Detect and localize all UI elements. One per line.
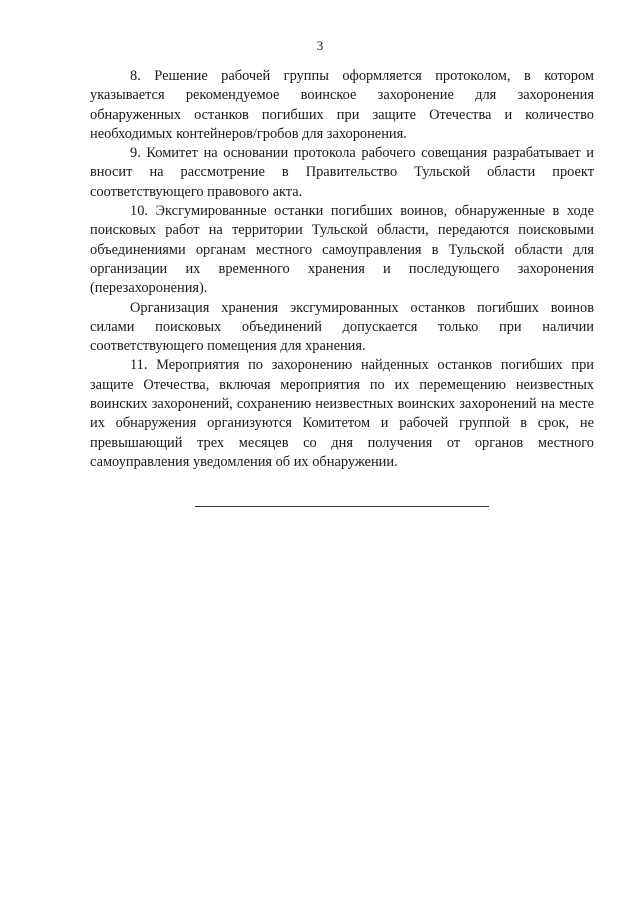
end-divider-line	[195, 506, 489, 507]
paragraph-storage-note: Организация хранения эксгумированных останков погибших воинов силами поисковых объединений допускается только при наличии соответствующего помещения для хранения.	[90, 299, 594, 355]
paragraph-item-10: 10. Эксгумированные останки погибших воинов, обнаруженные в ходе поисковых работ на территории Тульской области, передаются поисковыми объединениями органам местного самоуправления в Тульской области для организации их временного хранения и последующего захоронения (перезахоронения).	[90, 203, 594, 297]
paragraph-item-9: 9. Комитет на основании протокола рабочего совещания разрабатывает и вносит на рассмотрение в Правительство Тульской области проект соответствующего правового акта.	[90, 145, 594, 200]
page-number: 3	[316, 38, 324, 53]
paragraph-item-8: 8. Решение рабочей группы оформляется протоколом, в котором указывается рекомендуемое воинское захоронение для захоронения обнаруженных останков погибших при защите Отечества и количество необходимых контейнеров/гробов для захоронения.	[90, 68, 594, 142]
document-body	[90, 67, 594, 472]
paragraph-item-11: 11. Мероприятия по захоронению найденных останков погибших при защите Отечества, включая мероприятия по их перемещению неизвестных воинских захоронений, сохранению неизвестных воинских захоронений на месте их обнаружения организуются Комитетом и рабочей группой в срок, не превышающий трех месяцев со дня получения от органов местного самоуправления уведомления об их обнаружении.	[90, 357, 594, 470]
